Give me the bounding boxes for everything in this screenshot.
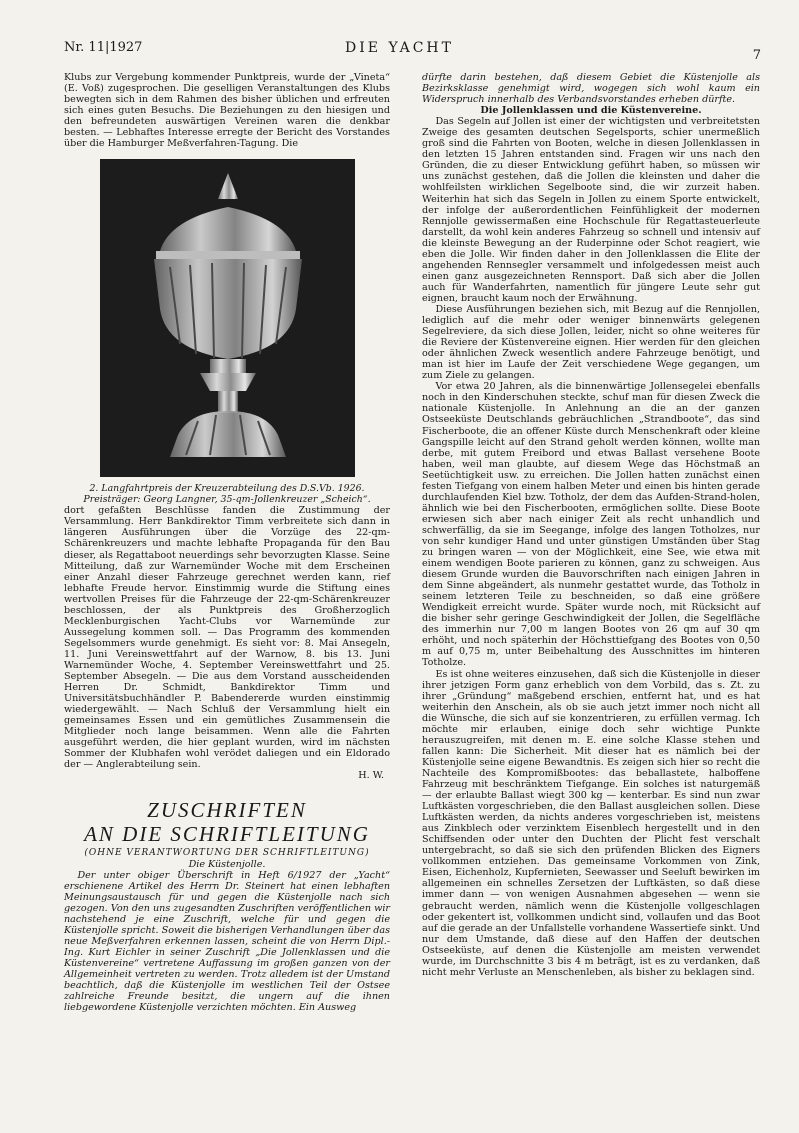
left-column bbox=[64, 72, 390, 1013]
left-intro-paragraph: Klubs zur Vergebung kommender Punktpreis, wurde der „Vineta“ (E. Voß) zugesprochen. Die geselligen Veranstaltungen des Klubs bewegten sich in dem Rahmen des bisher üblichen und erfreuten sich eines guten Besuchs. Die Beziehungen zu den hiesigen und den befreundeten auswärtigen Vereinen waren die denkbar besten. — Lebhaftes Interesse erregte der Bericht des Vorstandes über die Hamburger Meßverfahren-Tagung. Die bbox=[64, 72, 390, 150]
caption-line-2: Preisträger: Georg Langner, 35-qm-Jollenkreuzer „Scheich“. bbox=[83, 494, 371, 506]
section-heading-line-1: ZUSCHRIFTEN bbox=[147, 797, 307, 822]
letter-intro-paragraph: Der unter obiger Überschrift in Heft 6/1927 der „Yacht“ erschienene Artikel des Herrn Dr. Steinert hat einen lebhaften Meinungsaustausch für und gegen die Küstenjolle nach sich gezogen. Von den uns zugesandten Zuschriften veröffentlichen wir nachstehend je eine Zuschrift, welche für und gegen die Küstenjolle spricht. Soweit die bisherigen Verhandlungen über das neue Meßverfahren erkennen lassen, scheint die von Herrn Dipl.-Ing. Kurt Eichler in seiner Zuschrift „Die Jollenklassen und die Küstenvereine“ vertretene Auffassung im großen ganzen von der Allgemeinheit vertreten zu werden. Trotz alledem ist der Umstand beachtlich, daß die Küstenjolle im westlichen Teil der Ostsee zahlreiche Freunde besitzt, die ungern auf die ihnen liebgewordene Küstenjolle verzichten möchten. Ein Ausweg bbox=[64, 869, 390, 1014]
article-title: Die Jollenklassen und die Küstenvereine. bbox=[480, 105, 702, 117]
article-paragraph-3: Vor etwa 20 Jahren, als die binnenwärtige Jollensegelei ebenfalls noch in den Kinderschuhen steckte, schuf man für diesen Zweck die nationale Küstenjolle. In Anlehnung an die an der ganzen Ostseeküste Deutschlands gebräuchlichen „Strandboote“, das sind Fischerboote, die an offener Küste durch Menschenkraft oder kleine Gangspille leicht auf den Strand geholt werden können, wollte man derbe, mit gutem Freibord und etwas Ballast versehene Boote haben, weil man glaubte, auf diesem Wege das Höchstmaß an Seetüchtigkeit usw. zu erreichen. Die Jollen hatten zunächst einen festen Tiefgang von einem halben Meter und einen bis hinten gerade durchlaufenden Kiel bzw. Totholz, der dem das Aufden-Strand-holen, ähnlich wie bei den Fischerbooten, ermöglichen sollte. Diese Boote erwiesen sich aber nach einiger Zeit als recht unhandlich und schwerfällig, da sie im Seegange, infolge des langen Totholzes, nur von sehr kundiger Hand und unter günstigen Umständen über Stag zu bringen waren — von der Möglichkeit, eine See, wie etwa mit einem wendigen Boote parieren zu können, ganz zu schweigen. Aus diesem Grunde wurden die Bauvorschriften nach einigen Jahren in dem Sinne abgeändert, als nunmehr gestattet wurde, das Totholz in seinem letzteren Teile zu beschneiden, so daß eine größere Wendigkeit erreicht wurde. Später wurde noch, mit Rücksicht auf die bisher sehr geringe Geschwindigkeit der Jollen, die Segelfläche des immerhin nur 7,00 m langen Bootes von 26 qm auf 30 qm erhöht, und noch späterhin der Höchsttiefgang des Bootes von 0,50 m auf 0,75 m, unter Beibehaltung des Ausschnittes im hinteren Totholze. bbox=[422, 381, 760, 669]
right-intro-paragraph: dürfte darin bestehen, daß diesem Gebiet die Küstenjolle als Bezirksklasse genehmigt wird, wogegen sich wohl kaum ein Widerspruch innerhalb des Verbandsvorstandes erheben dürfte. bbox=[422, 72, 760, 106]
photo-caption bbox=[64, 483, 390, 505]
article-paragraph-1: Das Segeln auf Jollen ist einer der wichtigsten und verbreitetsten Zweige des gesamten deutschen Segelsports, schier unermeßlich groß sind die Fahrten von Booten, welche in diesen Jollenklassen in den letzten 15 Jahren entstanden sind. Fragen wir uns nach den Gründen, die zu dieser Entwicklung geführt haben, so müssen wir uns zunächst gestehen, daß die Jollen die kleinsten und daher die wohlfeilsten wirklichen Segelboote sind, die wir zurzeit haben. Weiterhin hat sich das Segeln in Jollen zu einem Sporte entwickelt, der infolge der außerordentlichen Feinfühligkeit der modernen Rennjolle gewissermaßen eine Hochschule für Regattasteuerleute darstellt, da wohl kein anderes Fahrzeug so schnell und intensiv auf die kleinste Bewegung an der Ruderpinne oder Schot reagiert, wie eben die Jolle. Wir finden daher in den Jollenklassen die Elite der angehenden Rennsegler versammelt und infolgedessen meist auch einen ganz ausgezeichneten Rennsport. Daß sich aber die Jollen auch für Wanderfahrten, namentlich für jüngere Leute sehr gut eignen, braucht kaum noch der Erwähnung. bbox=[422, 116, 760, 304]
trophy-photo bbox=[100, 159, 355, 477]
article-paragraph-2: Diese Ausführungen beziehen sich, mit Bezug auf die Rennjollen, lediglich auf die mehr oder weniger binnenwärts gelegenen Segelreviere, da sich diese Jollen, leider, nicht so ohne weiteres für die Reviere der Küstenvereine eignen. Hier werden für den gleichen oder ähnlichen Zweck wesentlich andere Fahrzeuge benötigt, und man ist hier im Laufe der Zeit verschiedene Wege gegangen, um zum Ziele zu gelangen. bbox=[422, 303, 760, 382]
section-heading bbox=[64, 798, 390, 846]
left-body-paragraph: dort gefaßten Beschlüsse fanden die Zustimmung der Versammlung. Herr Bankdirektor Timm verbreitete sich dann in längeren Ausführungen über die Vorzüge des 22-qm-Schärenkreuzers und machte lebhafte Propaganda für den Bau dieser, als Regattaboot neuerdings sehr bevorzugten Klasse. Seine Mitteilung, daß zur Warnemünder Woche mit dem Erscheinen einer Anzahl dieser Fahrzeuge gerechnet werden kann, rief lebhafte Freude hervor. Einstimmig wurde die Stiftung eines wertvollen Preises für die Fahrzeuge der 22-qm-Schärenkreuzer beschlossen, der als Punktpreis des Großherzoglich Mecklenburgischen Yacht-Clubs vor Warnemünde zur Aussegelung kommen soll. — Das Programm des kommenden Segelsommers wurde genehmigt. Es sieht vor: 8. Mai Ansegeln, 11. Juni Vereinswettfahrt auf der Warnow, 8. bis 13. Juni Warnemünder Woche, 4. September Vereinswettfahrt und 25. September Absegeln. — Die aus dem Vorstand ausscheidenden Herren Dr. Schmidt, Bankdirektor Timm und Universitätsbuchhändler P. Babendererde wurden einstimmig wiedergewählt. — Nach Schluß der Versammlung hielt ein gemeinsames Essen und ein gemütliches Zusammensein die Mitglieder noch lange beisammen. Wenn alle die Fahrten ausgeführt werden, die hier geplant wurden, wird im nächsten Sommer der Klubhafen wohl verödet daliegen und ein Eldorado der — Anglerabteilung sein. bbox=[64, 505, 390, 771]
magazine-title: DIE YACHT bbox=[345, 40, 454, 56]
page-number: 7 bbox=[752, 48, 761, 63]
author-signature: H. W. bbox=[358, 770, 384, 782]
issue-number: Nr. 11|1927 bbox=[64, 40, 143, 55]
letter-title: Die Küstenjolle. bbox=[188, 858, 266, 870]
article-paragraph-4: Es ist ohne weiteres einzusehen, daß sich die Küstenjolle in dieser ihrer jetzigen Form ganz erheblich von dem Vorbild, das s. Zt. zu ihrer „Gründung“ maßgebend erschien, entfernt hat, und es hat weiterhin den Anschein, als ob sie auch jetzt immer noch nicht all die Wünsche, die sich auf sie konzentrieren, zu erfüllen vermag. Ich möchte mir erlauben, einige doch sehr wichtige Punkte herauszugreifen, mit denen m. E. eine solche Klasse stehen und fallen kann: Die Sicherheit. Mit dieser hat es nämlich bei der Küstenjolle seine eigene Bewandtnis. Es zeigen sich hier so recht die Nachteile des Kompromißbootes: das beballastete, halboffene Fahrzeug mit beschränktem Tiefgange. Ein solches ist naturgemäß — der erlaubte Ballast wiegt 300 kg — kenterbar. Es sind nun zwar Luftkästen vorgeschrieben, die den Ballast ausgleichen sollen. Diese Luftkästen werden, da nichts anderes vorgeschrieben ist, meistens aus Zinkblech oder verzinktem Eisenblech hergestellt und in den Schiffsenden oder unter den Duchten der Plicht fest verschalt untergebracht, so daß sie sich den prüfenden Blicken des Eigners vollkommen entziehen. Das gemeinsame Vorkommen von Zink, Eisen, Eichenholz, Kupfernieten, Seewasser und Seeluft bewirken im allgemeinen ein schnelles Zersetzen der Luftkästen, so daß diese immer dann — von wenigen Ausnahmen abgesehen — wenn sie gebraucht werden, nämlich wenn die Küstenjolle vollgeschlagen oder gekentert ist, vollkommen undicht sind, vollaufen und das Boot auf die gerade an der Unfallstelle vorhandene Wassertiefe sinkt. Und nur dem Umstande, daß diese auf den Haffen der deutschen Ostseeküste, auf denen die Küstenjolle am meisten verwendet wurde, im Durchschnitte 3 bis 4 m beträgt, ist es zu verdanken, daß nicht mehr Verluste an Menschenleben, als bisher zu beklagen sind. bbox=[422, 668, 760, 978]
section-subheading: (OHNE VERANTWORTUNG DER SCHRIFTLEITUNG) bbox=[84, 847, 370, 858]
caption-line-1: 2. Langfahrtpreis der Kreuzerabteilung des D.S.Vb. 1926. bbox=[89, 483, 365, 495]
glass-trophy-icon bbox=[100, 159, 355, 477]
section-heading-line-2: AN DIE SCHRIFTLEITUNG bbox=[84, 821, 370, 846]
right-column bbox=[422, 72, 760, 978]
